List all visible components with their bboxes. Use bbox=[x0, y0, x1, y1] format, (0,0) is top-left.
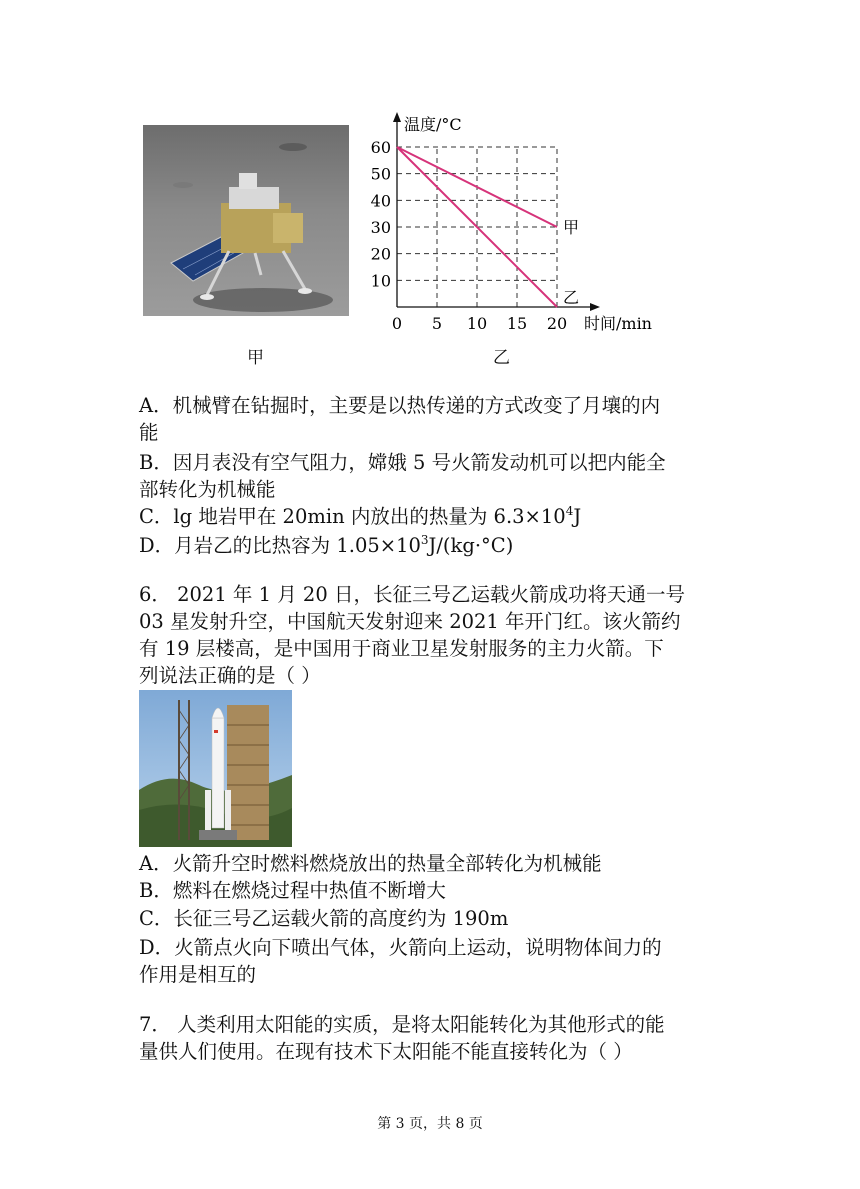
y-tick-10: 10 bbox=[370, 271, 391, 291]
y-axis-label: 温度/°C bbox=[404, 115, 462, 134]
page-footer: 第 3 页，共 8 页 bbox=[377, 1116, 483, 1132]
x-tick-10: 10 bbox=[466, 314, 488, 333]
lunar-lander-photo bbox=[143, 125, 349, 316]
figure-caption-yi: 乙 bbox=[493, 348, 510, 368]
q6-option-b: B．燃料在燃烧过程中热值不断增大 bbox=[139, 879, 446, 902]
y-tick-60: 60 bbox=[370, 138, 391, 157]
x-tick-5: 5 bbox=[431, 314, 443, 333]
x-tick-0: 0 bbox=[391, 314, 403, 333]
q6-option-d-line2: 作用是相互的 bbox=[139, 963, 257, 986]
q7-stem-line1: 7． 人类利用太阳能的实质，是将太阳能转化为其他形式的能 bbox=[139, 1013, 665, 1036]
x-tick-15: 15 bbox=[506, 314, 528, 333]
series-label-1: 甲 bbox=[563, 218, 580, 237]
series-label-2: 乙 bbox=[563, 288, 580, 307]
q6-stem-line3: 有 19 层楼高，是中国用于商业卫星发射服务的主力火箭。下 bbox=[139, 637, 664, 660]
rocket-launch-photo bbox=[139, 690, 292, 847]
figure-caption-jia: 甲 bbox=[247, 348, 264, 368]
q6-stem-line1: 6． 2021 年 1 月 20 日，长征三号乙运载火箭成功将天通一号 bbox=[139, 583, 685, 606]
q5-option-c-unit: J bbox=[573, 505, 582, 528]
chart-axes bbox=[393, 112, 600, 311]
temperature-time-chart bbox=[362, 110, 672, 342]
q6-option-c: C．长征三号乙运载火箭的高度约为 190m bbox=[139, 907, 509, 930]
q6-stem-line4: 列说法正确的是（ ） bbox=[139, 664, 321, 687]
q5-option-a-line1: A．机械臂在钻掘时，主要是以热传递的方式改变了月壤的内 bbox=[139, 394, 661, 417]
q5-option-b-line1: B．因月表没有空气阻力，嫦娥 5 号火箭发动机可以把内能全 bbox=[139, 451, 666, 474]
y-tick-50: 50 bbox=[370, 164, 391, 184]
q7-stem-line2: 量供人们使用。在现有技术下太阳能不能直接转化为（ ） bbox=[139, 1040, 633, 1063]
y-tick-40: 40 bbox=[370, 191, 391, 211]
y-tick-20: 20 bbox=[370, 244, 391, 264]
q5-option-c bbox=[139, 503, 581, 530]
q5-option-b-line2: 部转化为机械能 bbox=[139, 478, 276, 501]
chart-ticks bbox=[371, 138, 568, 333]
q6-stem-line2: 03 星发射升空，中国航天发射迎来 2021 年开门红。该火箭约 bbox=[139, 610, 681, 633]
q6-option-a: A．火箭升空时燃料燃烧放出的热量全部转化为机械能 bbox=[139, 852, 602, 875]
q5-option-c-text: C．lg 地岩甲在 20min 内放出的热量为 6.3×10 bbox=[139, 505, 566, 528]
q5-option-d-exponent: 3 bbox=[420, 533, 429, 547]
x-axis-label: 时间/min bbox=[584, 314, 652, 333]
q5-option-d-unit: J/(kg·°C) bbox=[428, 534, 514, 557]
y-tick-30: 30 bbox=[370, 218, 391, 237]
q5-option-a-line2: 能 bbox=[139, 421, 159, 444]
q5-option-d-text: D．月岩乙的比热容为 1.05×10 bbox=[139, 534, 421, 557]
q5-option-c-exponent: 4 bbox=[565, 504, 574, 518]
x-tick-20: 20 bbox=[546, 314, 568, 333]
q6-option-d-line1: D．火箭点火向下喷出气体，火箭向上运动，说明物体间力的 bbox=[139, 936, 662, 959]
q5-option-d bbox=[139, 532, 513, 559]
